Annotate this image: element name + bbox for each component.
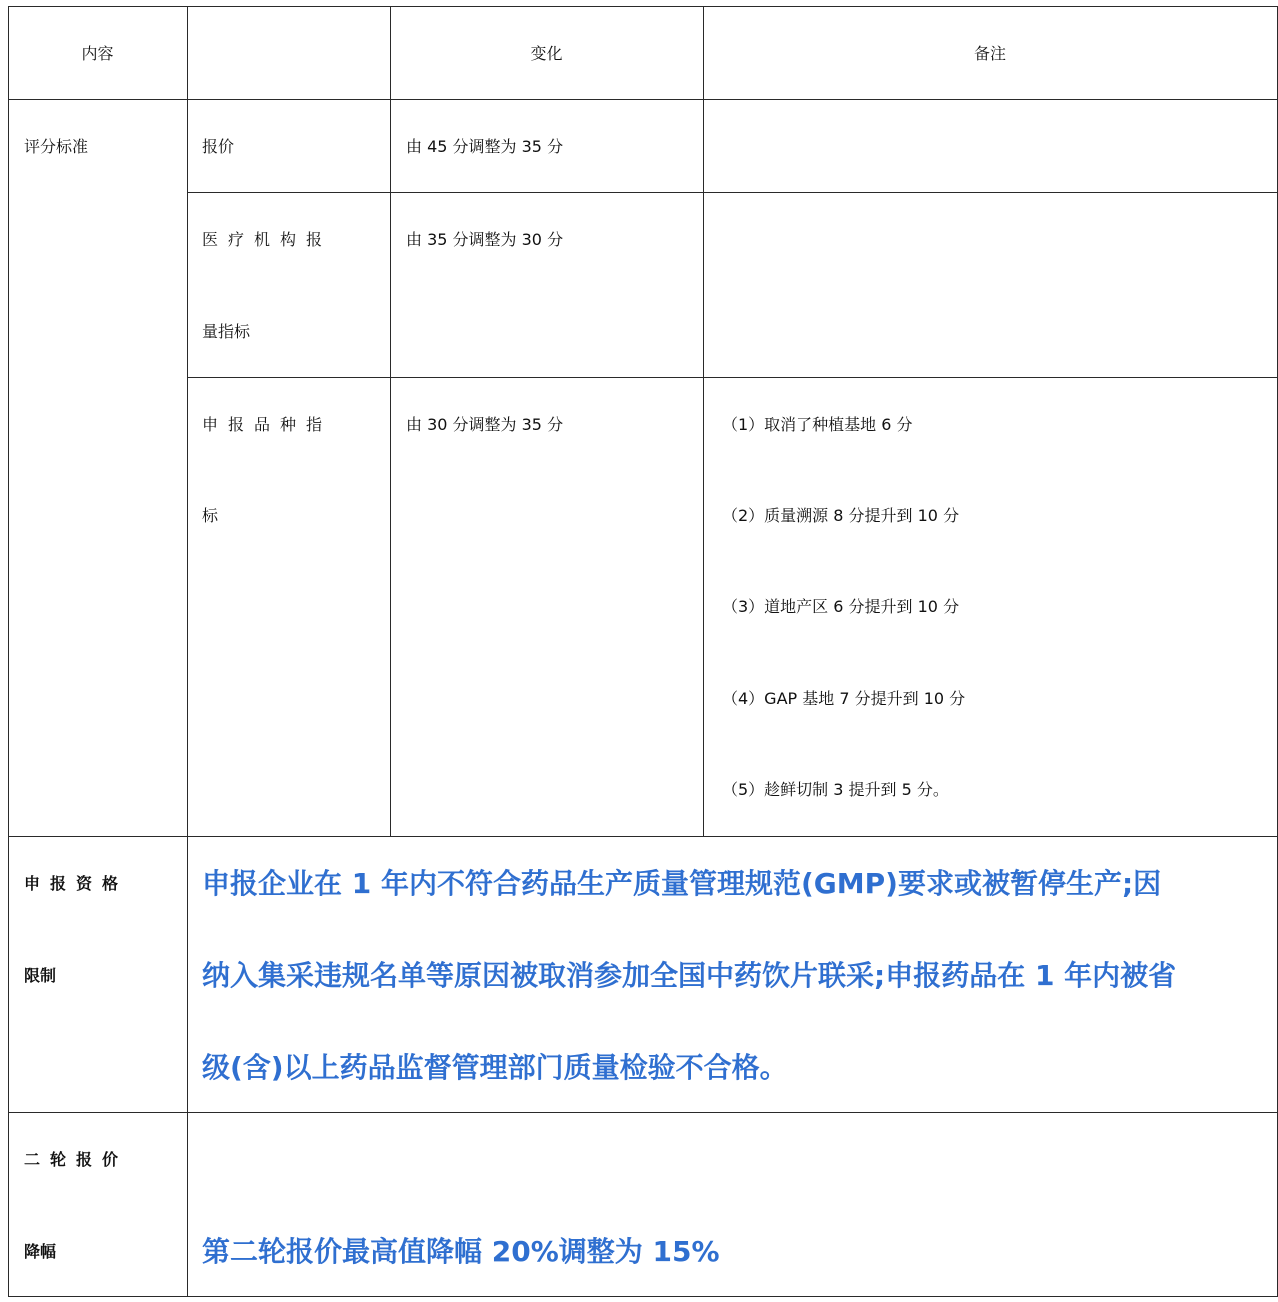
column-divider [8,6,9,1297]
qualification-text: 纳入集采违规名单等原因被取消参加全国中药饮片联采;申报药品在 1 年内被省 [202,959,1177,992]
note-item: （1）取消了种植基地 6 分 [722,415,913,434]
row-divider [8,99,1278,100]
note-item: （4）GAP 基地 7 分提升到 10 分 [722,689,966,708]
item-label: 医疗机构报 [202,230,333,249]
section-label-qualification: 限制 [24,966,57,985]
change-value: 由 45 分调整为 35 分 [406,137,564,156]
row-divider [8,6,1278,7]
item-label: 量指标 [202,322,251,341]
header-notes: 备注 [973,44,1006,63]
row-divider [8,836,1278,837]
row-divider [187,377,1278,378]
header-change: 变化 [530,44,563,63]
section-label-qualification: 申报资格 [24,874,129,893]
change-value: 由 30 分调整为 35 分 [406,415,564,434]
section-label-scoring: 评分标准 [24,137,89,156]
qualification-text: 申报企业在 1 年内不符合药品生产质量管理规范(GMP)要求或被暂停生产;因 [202,867,1162,900]
row-divider [8,1112,1278,1113]
change-value: 由 35 分调整为 30 分 [406,230,564,249]
row-divider [8,1296,1278,1297]
note-item: （2）质量溯源 8 分提升到 10 分 [722,506,960,525]
item-label: 标 [202,506,219,525]
row-divider [187,192,1278,193]
note-item: （3）道地产区 6 分提升到 10 分 [722,597,960,616]
section-label-second-round: 降幅 [24,1242,57,1261]
item-label: 申报品种指 [202,415,333,434]
item-label: 报价 [202,137,235,156]
column-divider [390,6,391,837]
qualification-text: 级(含)以上药品监督管理部门质量检验不合格。 [202,1051,788,1084]
section-label-second-round: 二轮报价 [24,1150,129,1169]
note-item: （5）趁鲜切制 3 提升到 5 分。 [722,780,949,799]
column-divider [187,6,188,1297]
header-content: 内容 [81,44,114,63]
second-round-text: 第二轮报价最高值降幅 20%调整为 15% [202,1235,720,1268]
column-divider [703,6,704,837]
